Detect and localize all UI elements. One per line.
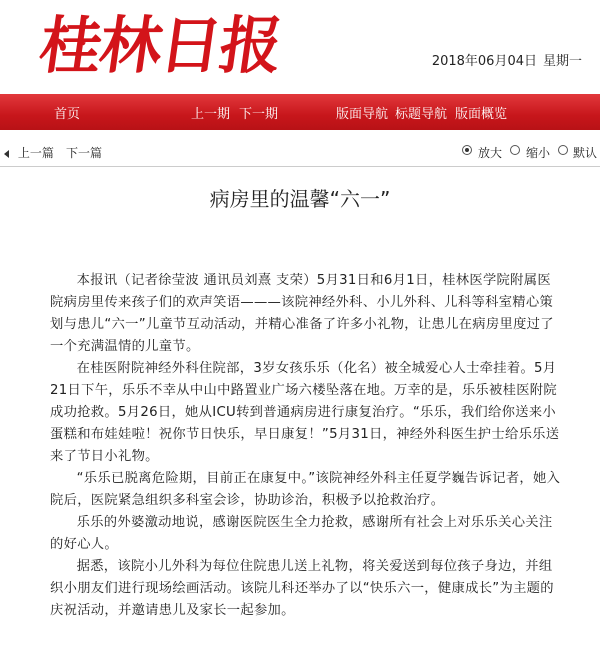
masthead <box>0 0 600 94</box>
main-nav-bar <box>0 94 600 130</box>
zoom-out-radio[interactable] <box>510 145 520 155</box>
article-paragraph: “乐乐已脱离危险期，目前正在康复中。”该院神经外科主任夏学巍告诉记者，她入院后，医院紧急组织多科室会诊，协助诊治，积极予以抢救治疗。 <box>50 471 561 508</box>
nav-title-link[interactable]: 标题导航 <box>395 107 448 122</box>
nav-section-link[interactable]: 版面导航 <box>336 107 389 122</box>
default-radio[interactable] <box>558 145 568 155</box>
prev-article-link[interactable] <box>4 144 54 161</box>
article-paragraph: 本报讯（记者徐莹波 通讯员刘熹 支荣）5月31日和6月1日，桂林医学院附属医院病房里传来孩子们的欢声笑语———该院神经外科、小儿外科、儿科等科室精心策划与患儿“六一”儿童节互动活动，并精心准备了许多小礼物，让患儿在病房里度过了一个充满温情的儿童节。 <box>50 273 554 354</box>
zoom-in-label[interactable]: 放大 <box>478 146 503 160</box>
weekday-text: 星期一 <box>542 54 582 69</box>
article-title: 病房里的温馨“六一” <box>209 187 391 211</box>
article-paragraph: 在桂医附院神经外科住院部，3岁女孩乐乐（化名）被全城爱心人士牵挂着。5月21日下午，乐乐不幸从中山中路置业广场六楼坠落在地。万幸的是，乐乐被桂医附院成功抢救。5月26日，她从ICU转到普通病房进行康复治疗。“乐乐，我们给你送来小蛋糕和布娃娃啦！祝你节日快乐，早日康复！”5月31日，神经外科医生护士给乐乐送来了节日小礼物。 <box>50 361 560 464</box>
nav-next-edition-link[interactable]: 下一期 <box>239 107 279 122</box>
nav-overview-link[interactable]: 版面概览 <box>455 107 508 122</box>
zoom-in-radio[interactable] <box>462 145 472 155</box>
article-body <box>50 270 562 622</box>
newspaper-logo: 桂林日报 <box>34 9 286 82</box>
zoom-out-label[interactable]: 缩小 <box>526 146 551 160</box>
left-triangle-icon <box>4 150 9 158</box>
article-toolbar <box>0 136 600 167</box>
issue-date <box>426 50 582 69</box>
nav-prev-edition-link[interactable]: 上一期 <box>191 107 231 122</box>
date-text: 2018年06月04日 <box>431 54 537 69</box>
article-paragraph: 据悉，该院小儿外科为每位住院患儿送上礼物，将关爱送到每位孩子身边，并组织小朋友们进行现场绘画活动。该院儿科还举办了以“快乐六一，健康成长”为主题的庆祝活动，并邀请患儿及家长一起参加。 <box>50 559 554 618</box>
nav-home-link[interactable]: 首页 <box>54 107 81 122</box>
article-paragraph: 乐乐的外婆激动地说，感谢医院医生全力抢救，感谢所有社会上对乐乐关心关注的好心人。 <box>50 515 553 552</box>
next-article-link[interactable]: 下一篇 <box>66 146 103 160</box>
prev-article-label: 上一篇 <box>17 146 54 160</box>
default-label[interactable]: 默认 <box>573 146 598 160</box>
